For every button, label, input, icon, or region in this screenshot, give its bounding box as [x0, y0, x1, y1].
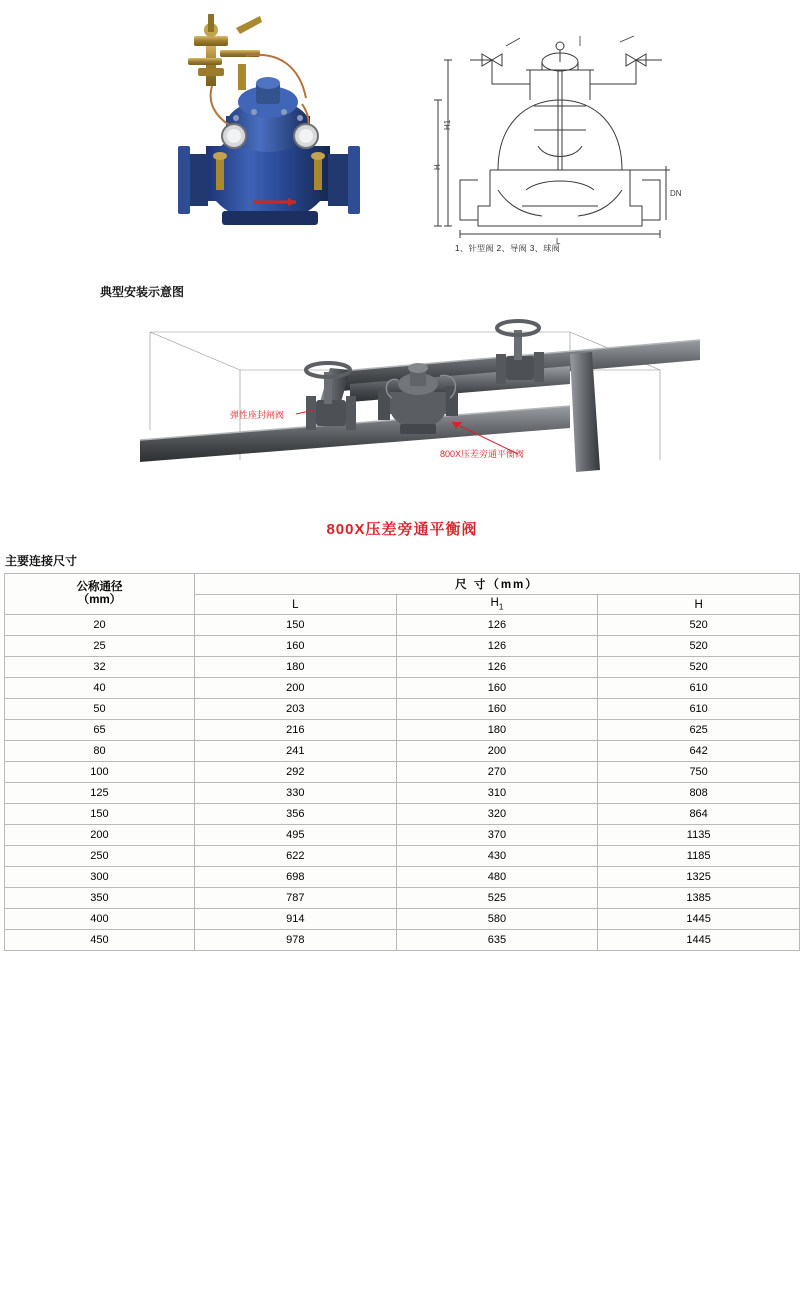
table-row: [5, 888, 800, 909]
callout-800x-valve: 800X压差旁通平衡阀: [440, 449, 525, 459]
table-cell: 495: [194, 825, 396, 846]
table-cell: 50: [5, 699, 195, 720]
table-cell: 787: [194, 888, 396, 909]
table-head: [5, 574, 800, 615]
installation-schematic-svg: [100, 310, 720, 510]
product-photo: [150, 6, 400, 256]
table-cell: 642: [598, 741, 800, 762]
table-cell: 978: [194, 930, 396, 951]
dimensions-table-wrap: [4, 573, 800, 951]
table-cell: 100: [5, 762, 195, 783]
table-cell: 1445: [598, 909, 800, 930]
table-cell: 625: [598, 720, 800, 741]
dimensions-table: [4, 573, 800, 951]
table-cell: 200: [5, 825, 195, 846]
table-row: [5, 783, 800, 804]
table-cell: 520: [598, 636, 800, 657]
table-cell: 914: [194, 909, 396, 930]
table-cell: 1385: [598, 888, 800, 909]
install-heading: 典型安装示意图: [100, 285, 185, 299]
table-cell: 1135: [598, 825, 800, 846]
top-figures: [0, 0, 804, 265]
table-cell: 80: [5, 741, 195, 762]
drawing-legend: 1、针型阀 2、导阀 3、球阀: [455, 244, 561, 253]
header-dn-line1: 公称通径: [76, 581, 123, 593]
product-photo-svg: [150, 6, 400, 256]
table-cell: 65: [5, 720, 195, 741]
table-cell: 150: [5, 804, 195, 825]
table-row: [5, 762, 800, 783]
table-cell: 40: [5, 678, 195, 699]
table-cell: 622: [194, 846, 396, 867]
table-row: [5, 909, 800, 930]
table-row: [5, 720, 800, 741]
table-cell: 126: [396, 657, 598, 678]
table-row: [5, 657, 800, 678]
table-row: [5, 930, 800, 951]
table-cell: 480: [396, 867, 598, 888]
table-cell: 1185: [598, 846, 800, 867]
table-cell: 203: [194, 699, 396, 720]
table-cell: 370: [396, 825, 598, 846]
table-row: [5, 615, 800, 636]
table-cell: 400: [5, 909, 195, 930]
table-cell: 150: [194, 615, 396, 636]
table-cell: 525: [396, 888, 598, 909]
table-cell: 200: [396, 741, 598, 762]
table-cell: 698: [194, 867, 396, 888]
table-cell: 864: [598, 804, 800, 825]
header-size-group: 尺 寸（mm）: [194, 574, 799, 595]
table-cell: 430: [396, 846, 598, 867]
table-cell: 180: [194, 657, 396, 678]
header-nominal-diameter: [5, 574, 195, 615]
table-cell: 520: [598, 657, 800, 678]
table-cell: 580: [396, 909, 598, 930]
svg-text:H1: H1: [443, 119, 452, 130]
table-cell: 126: [396, 615, 598, 636]
table-cell: 610: [598, 699, 800, 720]
table-cell: 610: [598, 678, 800, 699]
table-cell: 216: [194, 720, 396, 741]
table-row: [5, 741, 800, 762]
technical-drawing: [430, 20, 690, 260]
header-col-H1: $H_1$: [396, 595, 598, 615]
technical-drawing-svg: [430, 20, 690, 250]
table-cell: 450: [5, 930, 195, 951]
table-cell: 356: [194, 804, 396, 825]
svg-text:L: L: [556, 237, 561, 246]
table-row: [5, 867, 800, 888]
table-cell: 292: [194, 762, 396, 783]
table-cell: 250: [5, 846, 195, 867]
table-cell: 160: [396, 699, 598, 720]
table-cell: 808: [598, 783, 800, 804]
table-row: [5, 678, 800, 699]
table-row: [5, 846, 800, 867]
dimensions-heading: 主要连接尺寸: [5, 554, 78, 568]
figure-title: 800X压差旁通平衡阀: [326, 521, 478, 538]
header-col-L: L: [194, 595, 396, 615]
table-header-row-1: [5, 574, 800, 595]
table-cell: 32: [5, 657, 195, 678]
table-cell: 1325: [598, 867, 800, 888]
table-cell: 25: [5, 636, 195, 657]
installation-schematic: [100, 310, 720, 510]
table-cell: 270: [396, 762, 598, 783]
table-row: [5, 699, 800, 720]
table-cell: 241: [194, 741, 396, 762]
table-body: [5, 615, 800, 951]
table-cell: 200: [194, 678, 396, 699]
table-cell: 520: [598, 615, 800, 636]
table-cell: 126: [396, 636, 598, 657]
table-cell: 1445: [598, 930, 800, 951]
table-row: [5, 804, 800, 825]
header-dn-line2: （mm）: [77, 594, 122, 606]
header-col-H: H: [598, 595, 800, 615]
table-cell: 635: [396, 930, 598, 951]
table-cell: 330: [194, 783, 396, 804]
table-cell: 125: [5, 783, 195, 804]
callout-gate-valve: 弹性座封闸阀: [230, 410, 285, 420]
svg-text:DN: DN: [670, 189, 682, 198]
table-cell: 300: [5, 867, 195, 888]
table-cell: 350: [5, 888, 195, 909]
table-row: [5, 636, 800, 657]
table-cell: 310: [396, 783, 598, 804]
table-cell: 750: [598, 762, 800, 783]
table-cell: 160: [194, 636, 396, 657]
table-cell: 20: [5, 615, 195, 636]
table-cell: 320: [396, 804, 598, 825]
table-cell: 160: [396, 678, 598, 699]
svg-text:H: H: [433, 164, 442, 170]
table-row: [5, 825, 800, 846]
table-cell: 180: [396, 720, 598, 741]
